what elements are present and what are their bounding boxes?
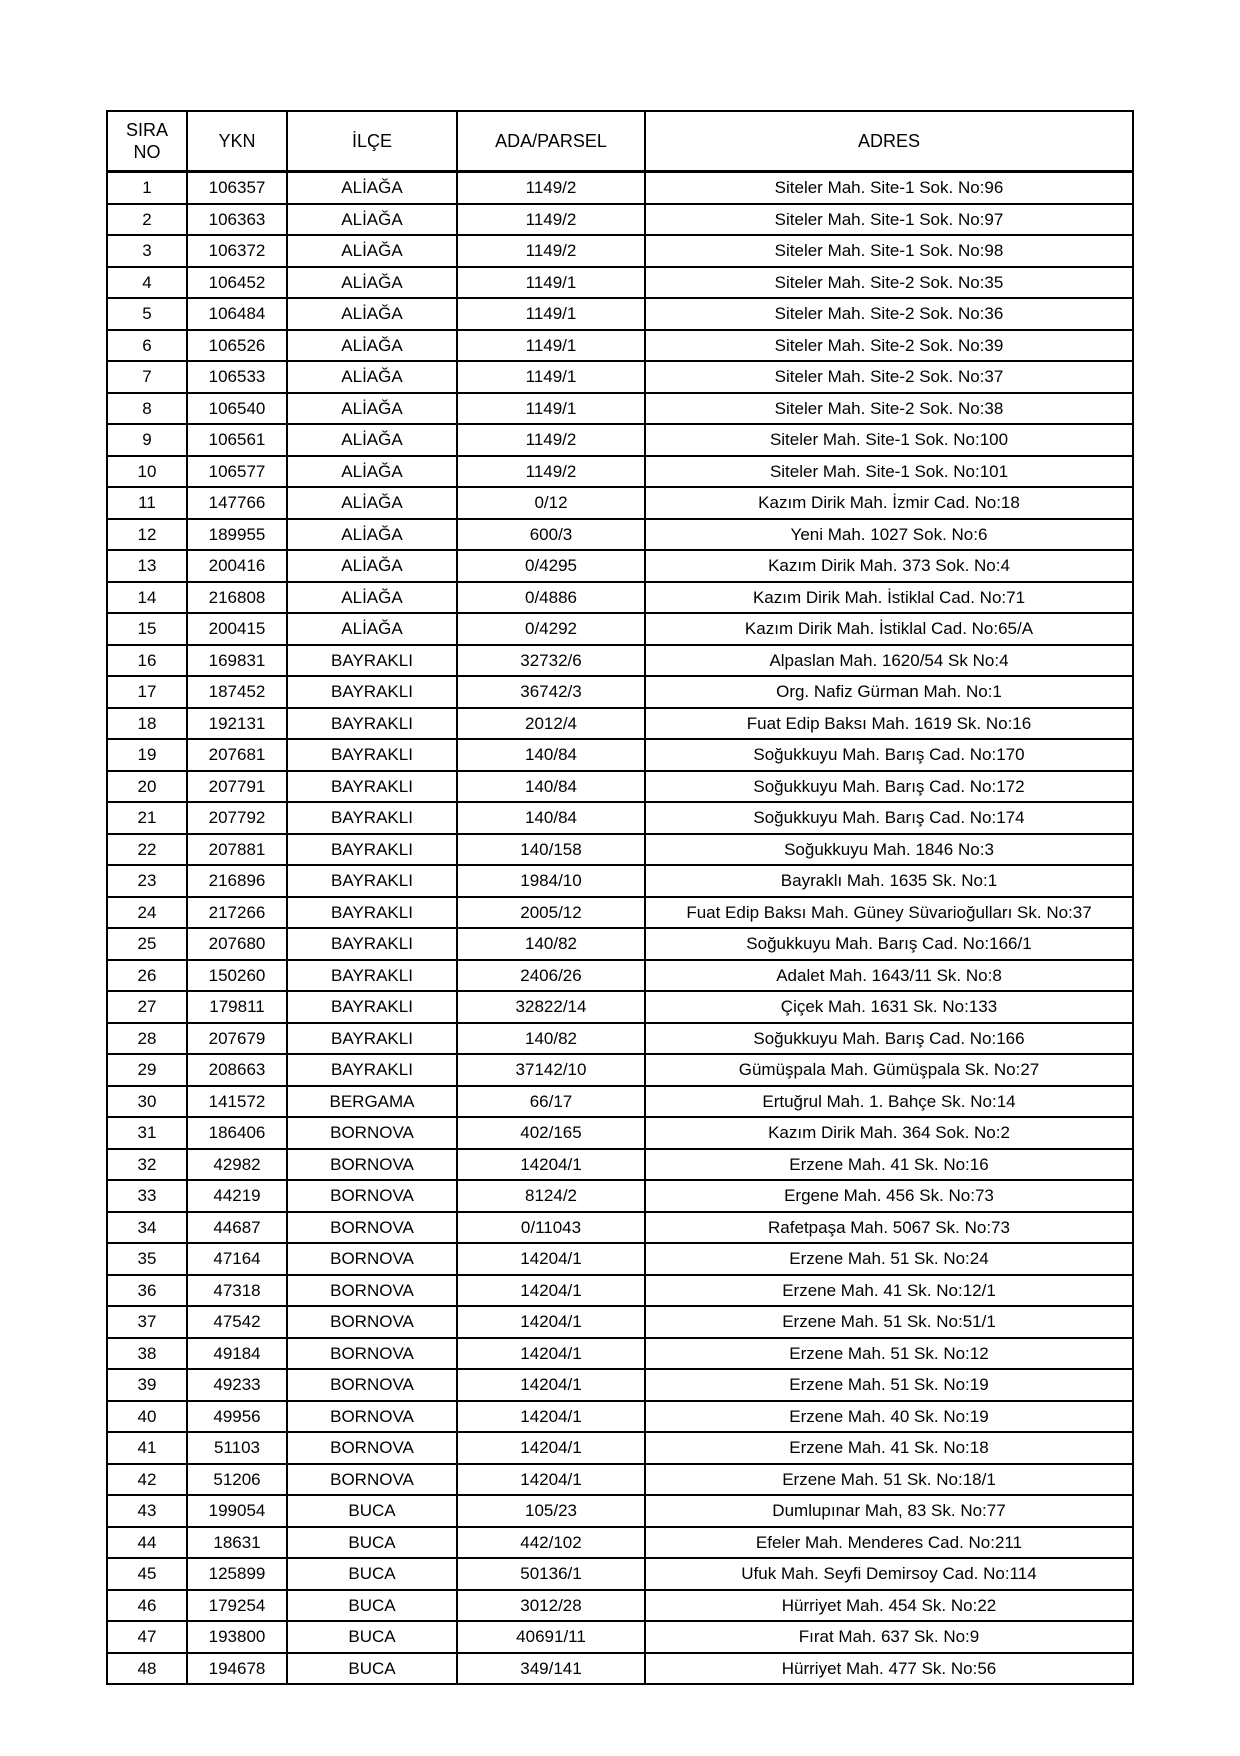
cell-ada-parsel: 1149/1 xyxy=(457,267,645,299)
cell-adres: Kazım Dirik Mah. İstiklal Cad. No:71 xyxy=(645,582,1133,614)
cell-ada-parsel: 1149/1 xyxy=(457,393,645,425)
cell-no: 29 xyxy=(107,1054,187,1086)
cell-ada-parsel: 2406/26 xyxy=(457,960,645,992)
cell-no: 18 xyxy=(107,708,187,740)
cell-no: 48 xyxy=(107,1653,187,1685)
cell-no: 44 xyxy=(107,1527,187,1559)
table-row xyxy=(107,1590,1133,1622)
cell-ilce: BAYRAKLI xyxy=(287,708,457,740)
cell-adres: Fuat Edip Baksı Mah. Güney Süvarioğulları Sk. No:37 xyxy=(645,897,1133,929)
cell-ilce: BAYRAKLI xyxy=(287,771,457,803)
cell-no: 33 xyxy=(107,1180,187,1212)
cell-ada-parsel: 0/12 xyxy=(457,487,645,519)
column-header-adres: ADRES xyxy=(645,111,1133,172)
table-row xyxy=(107,1086,1133,1118)
cell-adres: Soğukkuyu Mah. Barış Cad. No:166/1 xyxy=(645,928,1133,960)
column-header-ilce: İLÇE xyxy=(287,111,457,172)
cell-ilce: BAYRAKLI xyxy=(287,865,457,897)
cell-ada-parsel: 1149/1 xyxy=(457,298,645,330)
table-row xyxy=(107,676,1133,708)
cell-ilce: ALİAĞA xyxy=(287,267,457,299)
cell-adres: Soğukkuyu Mah. 1846 No:3 xyxy=(645,834,1133,866)
cell-ilce: BORNOVA xyxy=(287,1432,457,1464)
cell-no: 31 xyxy=(107,1117,187,1149)
cell-adres: Siteler Mah. Site-1 Sok. No:97 xyxy=(645,204,1133,236)
cell-no: 8 xyxy=(107,393,187,425)
table-row xyxy=(107,1054,1133,1086)
cell-ada-parsel: 2005/12 xyxy=(457,897,645,929)
cell-ykn: 207680 xyxy=(187,928,287,960)
cell-ykn: 106577 xyxy=(187,456,287,488)
cell-adres: Soğukkuyu Mah. Barış Cad. No:166 xyxy=(645,1023,1133,1055)
table-row xyxy=(107,613,1133,645)
cell-ykn: 51206 xyxy=(187,1464,287,1496)
cell-adres: Erzene Mah. 51 Sk. No:51/1 xyxy=(645,1306,1133,1338)
table-row xyxy=(107,298,1133,330)
table-row xyxy=(107,582,1133,614)
cell-ilce: ALİAĞA xyxy=(287,582,457,614)
cell-no: 20 xyxy=(107,771,187,803)
table-row xyxy=(107,1243,1133,1275)
cell-ykn: 47318 xyxy=(187,1275,287,1307)
cell-ykn: 200416 xyxy=(187,550,287,582)
table-row xyxy=(107,708,1133,740)
cell-ada-parsel: 0/11043 xyxy=(457,1212,645,1244)
cell-no: 17 xyxy=(107,676,187,708)
cell-ilce: BAYRAKLI xyxy=(287,991,457,1023)
cell-adres: Hürriyet Mah. 477 Sk. No:56 xyxy=(645,1653,1133,1685)
cell-ykn: 106372 xyxy=(187,235,287,267)
table-row xyxy=(107,1464,1133,1496)
cell-ada-parsel: 1984/10 xyxy=(457,865,645,897)
cell-adres: Ertuğrul Mah. 1. Bahçe Sk. No:14 xyxy=(645,1086,1133,1118)
cell-no: 43 xyxy=(107,1495,187,1527)
cell-no: 7 xyxy=(107,361,187,393)
cell-ada-parsel: 8124/2 xyxy=(457,1180,645,1212)
cell-ada-parsel: 0/4292 xyxy=(457,613,645,645)
cell-no: 22 xyxy=(107,834,187,866)
cell-ilce: BAYRAKLI xyxy=(287,1054,457,1086)
cell-no: 42 xyxy=(107,1464,187,1496)
cell-adres: Siteler Mah. Site-2 Sok. No:38 xyxy=(645,393,1133,425)
cell-ilce: ALİAĞA xyxy=(287,172,457,204)
cell-adres: Ergene Mah. 456 Sk. No:73 xyxy=(645,1180,1133,1212)
cell-no: 3 xyxy=(107,235,187,267)
cell-ilce: ALİAĞA xyxy=(287,298,457,330)
cell-ada-parsel: 1149/2 xyxy=(457,456,645,488)
cell-ykn: 125899 xyxy=(187,1558,287,1590)
cell-ada-parsel: 14204/1 xyxy=(457,1243,645,1275)
table-row xyxy=(107,1306,1133,1338)
cell-ilce: BORNOVA xyxy=(287,1401,457,1433)
cell-ada-parsel: 14204/1 xyxy=(457,1149,645,1181)
table-row xyxy=(107,1527,1133,1559)
cell-ilce: BERGAMA xyxy=(287,1086,457,1118)
cell-ada-parsel: 14204/1 xyxy=(457,1464,645,1496)
cell-adres: Kazım Dirik Mah. İstiklal Cad. No:65/A xyxy=(645,613,1133,645)
cell-no: 24 xyxy=(107,897,187,929)
cell-ilce: BORNOVA xyxy=(287,1212,457,1244)
table-row xyxy=(107,235,1133,267)
cell-ilce: BUCA xyxy=(287,1590,457,1622)
cell-adres: Org. Nafiz Gürman Mah. No:1 xyxy=(645,676,1133,708)
cell-ykn: 49184 xyxy=(187,1338,287,1370)
cell-ykn: 42982 xyxy=(187,1149,287,1181)
cell-no: 38 xyxy=(107,1338,187,1370)
cell-ilce: BUCA xyxy=(287,1495,457,1527)
cell-ilce: BORNOVA xyxy=(287,1180,457,1212)
cell-ilce: BUCA xyxy=(287,1653,457,1685)
cell-no: 41 xyxy=(107,1432,187,1464)
cell-ilce: ALİAĞA xyxy=(287,424,457,456)
cell-ykn: 179811 xyxy=(187,991,287,1023)
cell-ada-parsel: 14204/1 xyxy=(457,1369,645,1401)
table-row xyxy=(107,1338,1133,1370)
cell-ada-parsel: 37142/10 xyxy=(457,1054,645,1086)
cell-ykn: 192131 xyxy=(187,708,287,740)
cell-ykn: 187452 xyxy=(187,676,287,708)
cell-ykn: 106540 xyxy=(187,393,287,425)
column-header-ykn: YKN xyxy=(187,111,287,172)
cell-ada-parsel: 14204/1 xyxy=(457,1306,645,1338)
cell-ykn: 44219 xyxy=(187,1180,287,1212)
cell-adres: Siteler Mah. Site-1 Sok. No:98 xyxy=(645,235,1133,267)
cell-ykn: 217266 xyxy=(187,897,287,929)
table-row xyxy=(107,1180,1133,1212)
cell-ilce: ALİAĞA xyxy=(287,456,457,488)
table-header xyxy=(107,111,1133,172)
cell-ada-parsel: 0/4295 xyxy=(457,550,645,582)
cell-adres: Erzene Mah. 41 Sk. No:18 xyxy=(645,1432,1133,1464)
cell-no: 10 xyxy=(107,456,187,488)
cell-ada-parsel: 14204/1 xyxy=(457,1401,645,1433)
cell-no: 21 xyxy=(107,802,187,834)
table-row xyxy=(107,487,1133,519)
cell-ada-parsel: 140/82 xyxy=(457,1023,645,1055)
cell-ykn: 193800 xyxy=(187,1621,287,1653)
cell-adres: Siteler Mah. Site-2 Sok. No:36 xyxy=(645,298,1133,330)
cell-ykn: 47164 xyxy=(187,1243,287,1275)
cell-ada-parsel: 1149/1 xyxy=(457,330,645,362)
cell-no: 28 xyxy=(107,1023,187,1055)
table-row xyxy=(107,519,1133,551)
table-header-row xyxy=(107,111,1133,172)
cell-no: 35 xyxy=(107,1243,187,1275)
cell-ada-parsel: 140/82 xyxy=(457,928,645,960)
cell-adres: Erzene Mah. 51 Sk. No:12 xyxy=(645,1338,1133,1370)
table-row xyxy=(107,1212,1133,1244)
cell-no: 39 xyxy=(107,1369,187,1401)
cell-adres: Siteler Mah. Site-2 Sok. No:37 xyxy=(645,361,1133,393)
table-row xyxy=(107,1275,1133,1307)
cell-ada-parsel: 1149/2 xyxy=(457,172,645,204)
cell-no: 46 xyxy=(107,1590,187,1622)
cell-ykn: 199054 xyxy=(187,1495,287,1527)
cell-adres: Siteler Mah. Site-1 Sok. No:101 xyxy=(645,456,1133,488)
table-row xyxy=(107,330,1133,362)
table-row xyxy=(107,739,1133,771)
table-body xyxy=(107,172,1133,1685)
cell-ilce: ALİAĞA xyxy=(287,204,457,236)
cell-ykn: 49956 xyxy=(187,1401,287,1433)
cell-ykn: 106484 xyxy=(187,298,287,330)
cell-ada-parsel: 0/4886 xyxy=(457,582,645,614)
cell-adres: Adalet Mah. 1643/11 Sk. No:8 xyxy=(645,960,1133,992)
cell-ilce: BORNOVA xyxy=(287,1275,457,1307)
cell-ykn: 44687 xyxy=(187,1212,287,1244)
cell-adres: Hürriyet Mah. 454 Sk. No:22 xyxy=(645,1590,1133,1622)
cell-ada-parsel: 140/158 xyxy=(457,834,645,866)
table-row xyxy=(107,1621,1133,1653)
cell-ykn: 49233 xyxy=(187,1369,287,1401)
table-row xyxy=(107,550,1133,582)
cell-ykn: 194678 xyxy=(187,1653,287,1685)
cell-no: 45 xyxy=(107,1558,187,1590)
cell-ada-parsel: 442/102 xyxy=(457,1527,645,1559)
cell-ykn: 18631 xyxy=(187,1527,287,1559)
cell-ykn: 106363 xyxy=(187,204,287,236)
cell-ykn: 51103 xyxy=(187,1432,287,1464)
cell-ilce: BORNOVA xyxy=(287,1464,457,1496)
cell-adres: Alpaslan Mah. 1620/54 Sk No:4 xyxy=(645,645,1133,677)
cell-adres: Kazım Dirik Mah. İzmir Cad. No:18 xyxy=(645,487,1133,519)
cell-ilce: BAYRAKLI xyxy=(287,676,457,708)
cell-ilce: ALİAĞA xyxy=(287,330,457,362)
cell-ykn: 200415 xyxy=(187,613,287,645)
cell-ykn: 150260 xyxy=(187,960,287,992)
cell-no: 6 xyxy=(107,330,187,362)
cell-no: 15 xyxy=(107,613,187,645)
cell-adres: Fırat Mah. 637 Sk. No:9 xyxy=(645,1621,1133,1653)
cell-no: 37 xyxy=(107,1306,187,1338)
cell-ykn: 47542 xyxy=(187,1306,287,1338)
cell-ilce: ALİAĞA xyxy=(287,519,457,551)
cell-ada-parsel: 32732/6 xyxy=(457,645,645,677)
cell-ykn: 207791 xyxy=(187,771,287,803)
cell-ada-parsel: 14204/1 xyxy=(457,1432,645,1464)
cell-ada-parsel: 600/3 xyxy=(457,519,645,551)
cell-adres: Erzene Mah. 41 Sk. No:16 xyxy=(645,1149,1133,1181)
cell-adres: Dumlupınar Mah, 83 Sk. No:77 xyxy=(645,1495,1133,1527)
cell-adres: Siteler Mah. Site-2 Sok. No:39 xyxy=(645,330,1133,362)
cell-adres: Kazım Dirik Mah. 373 Sok. No:4 xyxy=(645,550,1133,582)
cell-adres: Soğukkuyu Mah. Barış Cad. No:172 xyxy=(645,771,1133,803)
column-header-ada-parsel: ADA/PARSEL xyxy=(457,111,645,172)
table-row xyxy=(107,1401,1133,1433)
cell-ilce: BAYRAKLI xyxy=(287,1023,457,1055)
cell-adres: Çiçek Mah. 1631 Sk. No:133 xyxy=(645,991,1133,1023)
cell-ykn: 189955 xyxy=(187,519,287,551)
cell-adres: Soğukkuyu Mah. Barış Cad. No:170 xyxy=(645,739,1133,771)
table-row xyxy=(107,393,1133,425)
cell-adres: Fuat Edip Baksı Mah. 1619 Sk. No:16 xyxy=(645,708,1133,740)
table-row xyxy=(107,267,1133,299)
cell-adres: Siteler Mah. Site-1 Sok. No:100 xyxy=(645,424,1133,456)
cell-ada-parsel: 402/165 xyxy=(457,1117,645,1149)
cell-ilce: ALİAĞA xyxy=(287,393,457,425)
table-row xyxy=(107,172,1133,204)
table-row xyxy=(107,1149,1133,1181)
cell-ada-parsel: 50136/1 xyxy=(457,1558,645,1590)
cell-adres: Rafetpaşa Mah. 5067 Sk. No:73 xyxy=(645,1212,1133,1244)
cell-adres: Erzene Mah. 51 Sk. No:19 xyxy=(645,1369,1133,1401)
table-row xyxy=(107,361,1133,393)
cell-no: 40 xyxy=(107,1401,187,1433)
cell-no: 47 xyxy=(107,1621,187,1653)
table-row xyxy=(107,897,1133,929)
cell-ilce: BUCA xyxy=(287,1527,457,1559)
cell-no: 11 xyxy=(107,487,187,519)
table-row xyxy=(107,928,1133,960)
cell-ilce: BUCA xyxy=(287,1621,457,1653)
cell-ada-parsel: 105/23 xyxy=(457,1495,645,1527)
cell-adres: Efeler Mah. Menderes Cad. No:211 xyxy=(645,1527,1133,1559)
table-row xyxy=(107,1117,1133,1149)
cell-no: 23 xyxy=(107,865,187,897)
cell-no: 12 xyxy=(107,519,187,551)
cell-no: 9 xyxy=(107,424,187,456)
cell-ada-parsel: 32822/14 xyxy=(457,991,645,1023)
cell-no: 34 xyxy=(107,1212,187,1244)
cell-no: 16 xyxy=(107,645,187,677)
cell-ykn: 216808 xyxy=(187,582,287,614)
cell-ykn: 106561 xyxy=(187,424,287,456)
cell-ilce: ALİAĞA xyxy=(287,361,457,393)
cell-ilce: ALİAĞA xyxy=(287,235,457,267)
cell-no: 36 xyxy=(107,1275,187,1307)
address-table xyxy=(106,110,1134,1685)
cell-ykn: 216896 xyxy=(187,865,287,897)
cell-ilce: BORNOVA xyxy=(287,1338,457,1370)
cell-ada-parsel: 349/141 xyxy=(457,1653,645,1685)
cell-adres: Erzene Mah. 51 Sk. No:18/1 xyxy=(645,1464,1133,1496)
cell-no: 27 xyxy=(107,991,187,1023)
column-header-sira-no-label: SIRA NO xyxy=(125,119,168,162)
cell-ilce: BAYRAKLI xyxy=(287,897,457,929)
table-row xyxy=(107,204,1133,236)
cell-ilce: BAYRAKLI xyxy=(287,928,457,960)
cell-adres: Yeni Mah. 1027 Sok. No:6 xyxy=(645,519,1133,551)
cell-ilce: ALİAĞA xyxy=(287,550,457,582)
cell-ada-parsel: 140/84 xyxy=(457,802,645,834)
table-row xyxy=(107,865,1133,897)
cell-ykn: 106533 xyxy=(187,361,287,393)
cell-ykn: 179254 xyxy=(187,1590,287,1622)
cell-ada-parsel: 1149/2 xyxy=(457,235,645,267)
cell-ykn: 207679 xyxy=(187,1023,287,1055)
cell-ilce: BAYRAKLI xyxy=(287,802,457,834)
cell-ada-parsel: 2012/4 xyxy=(457,708,645,740)
cell-adres: Gümüşpala Mah. Gümüşpala Sk. No:27 xyxy=(645,1054,1133,1086)
cell-adres: Erzene Mah. 40 Sk. No:19 xyxy=(645,1401,1133,1433)
cell-ada-parsel: 1149/2 xyxy=(457,204,645,236)
cell-ilce: ALİAĞA xyxy=(287,613,457,645)
cell-ada-parsel: 140/84 xyxy=(457,739,645,771)
cell-no: 5 xyxy=(107,298,187,330)
cell-ykn: 207681 xyxy=(187,739,287,771)
cell-no: 2 xyxy=(107,204,187,236)
cell-ilce: BAYRAKLI xyxy=(287,834,457,866)
cell-ada-parsel: 14204/1 xyxy=(457,1338,645,1370)
cell-ykn: 106357 xyxy=(187,172,287,204)
cell-adres: Siteler Mah. Site-1 Sok. No:96 xyxy=(645,172,1133,204)
cell-no: 4 xyxy=(107,267,187,299)
table-row xyxy=(107,1432,1133,1464)
cell-ada-parsel: 3012/28 xyxy=(457,1590,645,1622)
table-row xyxy=(107,1495,1133,1527)
cell-adres: Ufuk Mah. Seyfi Demirsoy Cad. No:114 xyxy=(645,1558,1133,1590)
table-row xyxy=(107,991,1133,1023)
cell-ada-parsel: 36742/3 xyxy=(457,676,645,708)
table-row xyxy=(107,1653,1133,1685)
table-row xyxy=(107,456,1133,488)
table-row xyxy=(107,960,1133,992)
column-header-sira-no xyxy=(107,111,187,172)
cell-ada-parsel: 66/17 xyxy=(457,1086,645,1118)
table-row xyxy=(107,834,1133,866)
cell-ykn: 141572 xyxy=(187,1086,287,1118)
cell-ada-parsel: 1149/1 xyxy=(457,361,645,393)
table-row xyxy=(107,424,1133,456)
table-row xyxy=(107,1023,1133,1055)
cell-ykn: 208663 xyxy=(187,1054,287,1086)
cell-adres: Soğukkuyu Mah. Barış Cad. No:174 xyxy=(645,802,1133,834)
table-row xyxy=(107,1369,1133,1401)
cell-ada-parsel: 140/84 xyxy=(457,771,645,803)
cell-no: 32 xyxy=(107,1149,187,1181)
cell-ykn: 106526 xyxy=(187,330,287,362)
cell-adres: Erzene Mah. 41 Sk. No:12/1 xyxy=(645,1275,1133,1307)
cell-ilce: BUCA xyxy=(287,1558,457,1590)
cell-ilce: BAYRAKLI xyxy=(287,960,457,992)
table-row xyxy=(107,802,1133,834)
cell-ada-parsel: 1149/2 xyxy=(457,424,645,456)
cell-no: 13 xyxy=(107,550,187,582)
cell-adres: Bayraklı Mah. 1635 Sk. No:1 xyxy=(645,865,1133,897)
cell-ilce: BAYRAKLI xyxy=(287,645,457,677)
cell-ada-parsel: 40691/11 xyxy=(457,1621,645,1653)
cell-no: 1 xyxy=(107,172,187,204)
cell-ilce: BORNOVA xyxy=(287,1149,457,1181)
cell-no: 26 xyxy=(107,960,187,992)
table-row xyxy=(107,771,1133,803)
cell-adres: Kazım Dirik Mah. 364 Sok. No:2 xyxy=(645,1117,1133,1149)
cell-ilce: BORNOVA xyxy=(287,1369,457,1401)
cell-ykn: 186406 xyxy=(187,1117,287,1149)
table-row xyxy=(107,1558,1133,1590)
cell-ykn: 147766 xyxy=(187,487,287,519)
cell-ilce: BORNOVA xyxy=(287,1243,457,1275)
cell-ilce: ALİAĞA xyxy=(287,487,457,519)
cell-no: 30 xyxy=(107,1086,187,1118)
cell-no: 14 xyxy=(107,582,187,614)
cell-ilce: BORNOVA xyxy=(287,1306,457,1338)
cell-adres: Siteler Mah. Site-2 Sok. No:35 xyxy=(645,267,1133,299)
cell-ykn: 106452 xyxy=(187,267,287,299)
cell-ykn: 207792 xyxy=(187,802,287,834)
cell-ilce: BORNOVA xyxy=(287,1117,457,1149)
table-row xyxy=(107,645,1133,677)
cell-ykn: 169831 xyxy=(187,645,287,677)
cell-adres: Erzene Mah. 51 Sk. No:24 xyxy=(645,1243,1133,1275)
cell-ada-parsel: 14204/1 xyxy=(457,1275,645,1307)
cell-no: 19 xyxy=(107,739,187,771)
cell-ilce: BAYRAKLI xyxy=(287,739,457,771)
cell-ykn: 207881 xyxy=(187,834,287,866)
cell-no: 25 xyxy=(107,928,187,960)
